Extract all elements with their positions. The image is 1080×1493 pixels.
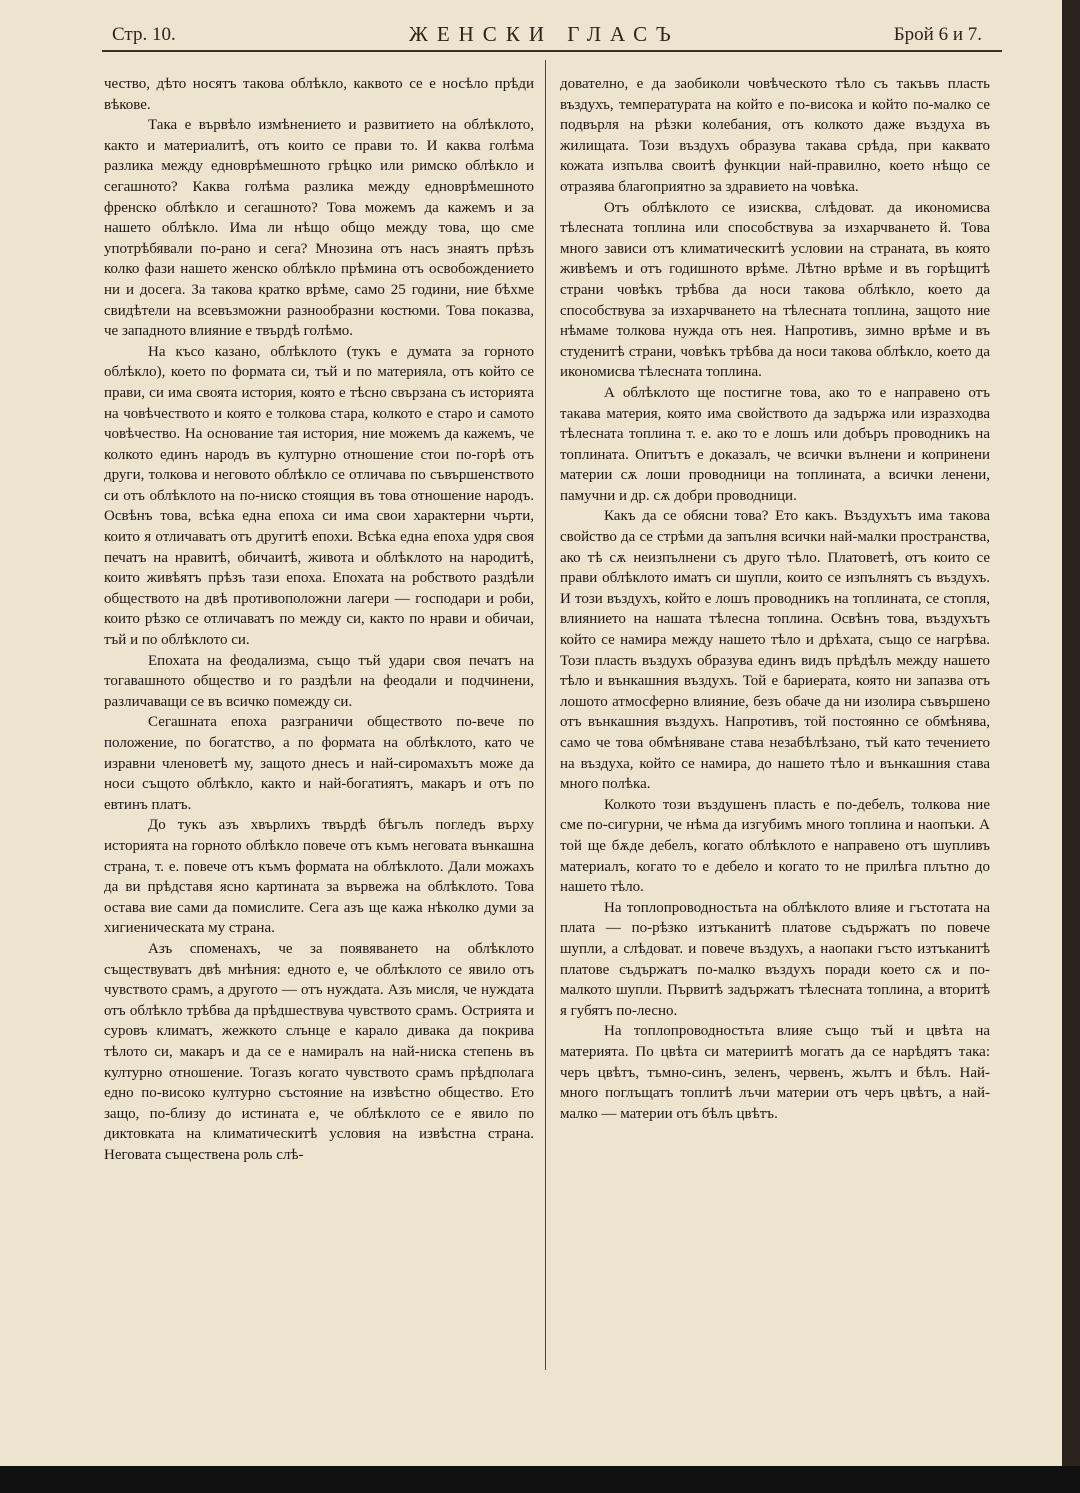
paragraph: На късо казано, облѣклото (тукъ е думата за горното облѣкло), което по формата си, тъй и по материяла, отъ който се прави, си има своята история, която е тѣсно свързана съ историята на човѣчеството и която е толкова стара, колкото е старо и самото човѣчество. На основание тая история, ние можемъ да кажемъ, че колкото единъ народъ въ културно отношение стои по-горѣ отъ други, толкова и неговото облѣкло се отличава по съвършенството си отъ облѣклото на по-ниско стоящия въ това отношение народъ. Освѣнъ това, всѣка една епоха си има свои характерни чърти, които я отличаватъ отъ другитѣ епохи. Всѣка една епоха удря своя печатъ на нравитѣ, обичаитѣ, живота и облѣклото на народитѣ, които живѣятъ прѣзъ тази епоха. Епохата на робството раздѣли обществото на двѣ противоположни лагери — господари и роби, които рѣзко се отличаватъ по между си, както по нрави и обичаи, тъй и по облѣклото си. (104, 343, 534, 649)
paragraph: На топлопроводностьта на облѣклото влияе и гъстотата на плата — по-рѣзко изтъканитѣ платове съдържатъ по повече шупли, а слѣдоват. и повече въздухъ, а наопаки гъсто изтъканитѣ платове съдържатъ по-малко въздухъ поради което сѫ и по-малкото шупли. Първитѣ задържатъ тѣлесната топлина, а вторитѣ я губятъ по-лесно. (560, 899, 990, 1019)
paragraph: Азъ споменахъ, че за появяването на облѣклото съществуватъ двѣ мнѣния: едното е, че облѣклото се явило отъ чувството срамъ, а другото — отъ нуждата. Азъ мисля, че нуждата отъ облѣкло трѣбва да прѣдшествува чувството срамъ. Острията и суровъ климатъ, жежкото слънце е карало дивака да покрива тѣлото си, макаръ и да се е намиралъ на най-ниска степень въ културно отношение. Тогазъ когато чувството срамъ прѣдполага едно по-високо културно състояние на извѣстно общество. Ето защо, по-близу до истината е, че облѣклото се е явило по диктовката на климатическитѣ условия на извѣстна страна. Неговата съществена роль слѣ- (104, 940, 534, 1163)
paragraph: Епохата на феодализма, също тъй удари своя печатъ на тогавашното общество и го раздѣли на феодали и подчинени, различаващи се въ всичко помежду си. (104, 652, 534, 710)
paragraph: На топлопроводностьта влияе също тъй и цвѣта на материята. По цвѣта си материитѣ могатъ да се нарѣдятъ така: черъ цвѣтъ, тъмно-синъ, зеленъ, червенъ, жълтъ и бѣлъ. Най-много поглъщатъ топлитѣ лъчи материи отъ черъ цвѣтъ, а най-малко — материи отъ бѣлъ цвѣтъ. (560, 1023, 990, 1122)
scan-bottom-border (0, 1466, 1080, 1493)
right-column (560, 74, 990, 1124)
paragraph: дователно, е да заобиколи човѣческото тѣло съ такъвъ пласть въздухъ, температурата на който е по-висока и който по-малко се подвърля на рѣзки колебания, отъ колкото даже въздуха въ жилищата. Този въздухъ образува такава срѣда, при каквато кожата изпълва своитѣ функции най-правилно, което нѣщо се отразява благоприятно за здравието на човѣка. (560, 76, 990, 195)
paragraph: чество, дѣто носятъ такова облѣкло, каквото се е носѣло прѣди вѣкове. (104, 76, 534, 113)
paragraph: Какъ да се обясни това? Ето какъ. Въздухътъ има такова свойство да се стрѣми да запълня всички най-малки пространства, ако тѣ сѫ неизпълнени съ друго тѣло. Платоветѣ, отъ които се прави облѣклото иматъ си шупли, които се изпълнятъ съ въздухъ. И този въздухъ, който е лошъ проводникъ на топлината, се стопля, влиянието на нашата тѣлесна топлина. Освѣнъ това, въздухътъ който се намира между нашето тѣло и дрѣхата, също се нагрѣва. Този пласть въздухъ образува единъ видъ прѣдѣлъ между нашето тѣло и вънкашния въздухъ. Той е бариерата, която ни запазва отъ лошото атмосферно влияние, безъ обаче да ни изолира съвършено отъ вънкашния въздухъ. Напротивъ, той постоянно се обмѣнява, само че това обмѣняване става незабѣлѣзано, тъй като течението на въздуха, който се намира, до нашето тѣло и вънкашния става много полѣка. (560, 508, 990, 793)
issue-number: Брой 6 и 7. (893, 24, 982, 45)
paragraph: До тукъ азъ хвърлихъ твърдѣ бѣгълъ погледъ върху историята на горното облѣкло повече отъ къмъ неговата вънкашна страна, т. е. повече отъ къмъ формата на облѣклото. Дали можахъ да ви прѣдставя ясно картината за вървежа на облѣклото. Това остава вие сами да помислите. Сега азъ ще кажа нѣколко думи за хигиеническата му страна. (104, 817, 534, 937)
paragraph: Отъ облѣклото се изисква, слѣдоват. да икономисва тѣлесната топлина или способствува за изхарчването й. Това много зависи отъ климатическитѣ условии на страната, въ която живѣемъ и отъ годишното врѣме. Лѣтно врѣме и въ горѣщитѣ страни човѣкъ трѣбва да носи такова облѣкло, което да способствува за изхарчването на тѣлесната топлина, защото ние нѣмаме толкова нужда отъ нея. Напротивъ, зимно врѣме и въ студенитѣ страни, човѣкъ трѣбва да носи такова облѣкло, което да икономисва тѣлесната топлина. (560, 199, 990, 381)
header-rule (102, 50, 1002, 52)
paragraph: А облѣклото ще постигне това, ако то е направено отъ такава материя, която има свойството да задържа или изразходва тѣлесната топлина т. е. ако то е лошъ или добъръ проводникъ на топлината. Опитътъ е доказалъ, че всички вълнени и копринени материи сѫ лоши проводници на топлината, а всички ленени, памучни и др. сѫ добри проводници. (560, 384, 990, 504)
page-edge-shadow (1062, 0, 1080, 1493)
page-number: Стр. 10. (112, 24, 176, 45)
paragraph: Колкото този въздушенъ пласть е по-дебелъ, толкова ние сме по-сигурни, че нѣма да изгубимъ много топлина и наопъки. А той ще бѫде дебелъ, когато облѣклото е направено отъ шупливъ материалъ, когато то е дебело и когато то не прилѣга плътно до нашето тѣло. (560, 796, 990, 896)
left-column (104, 74, 534, 1165)
page-header (104, 22, 1004, 48)
paragraph: Сегашната епоха разграничи обществото по-вече по положение, по богатство, а по формата на облѣклото, като че изравни членоветѣ му, защото днесъ и най-сиромахътъ може да носи същото облѣкло, както и най-богатиятъ, макаръ и отъ по евтинъ платъ. (104, 714, 534, 813)
column-divider (545, 60, 546, 1370)
masthead-title: ЖЕНСКИ ГЛАСЪ (409, 22, 680, 46)
paragraph: Така е вървѣло измѣнението и развитието на облѣклото, както и материалитѣ, отъ които се прави то. И каква голѣма разлика между едноврѣмешното грѣцко или римско облѣкло и сегашното? Каква голѣма разлика между едноврѣмешното френско облѣкло и сегашното? Това можемъ да кажемъ и за нашето облѣкло. Има ли нѣщо общо между това, що сме употрѣбявали по-рано и сега? Мнозина отъ насъ знаятъ прѣзъ колко фази нашето женско облѣкло прѣмина отъ освобождението ни и досега. За такова кратко врѣме, само 25 години, ние бѣхме свидѣтели на всевъзможни разнообразни костюми. Това показва, че западното влияние е твърдѣ голѣмо. (104, 117, 534, 340)
